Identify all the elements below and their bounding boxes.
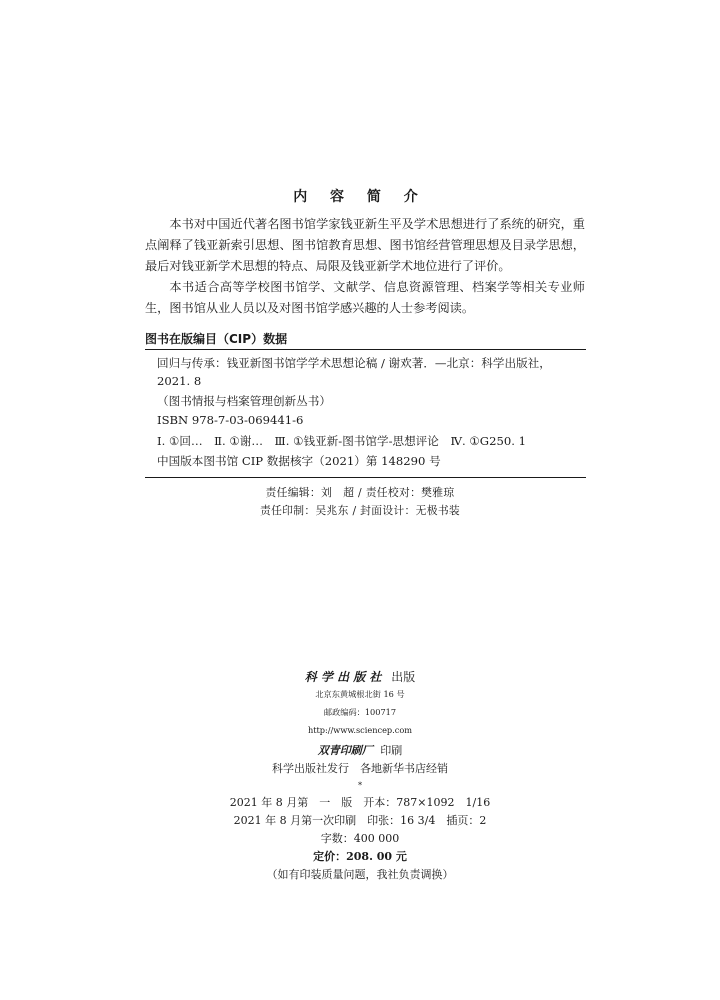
publisher-address: 北京东黄城根北街 16 号 (315, 689, 405, 699)
cip-heading: 图书在版编目（CIP）数据 (145, 332, 288, 346)
publisher-website: http://www.sciencep.com (307, 725, 413, 735)
summary-paragraph-1: 本书对中国近代著名图书馆学家钱亚新生平及学术思想进行了系统的研究，重点阐释了钱亚新索引思想、图书馆教育思想、图书馆经营管理思想及目录学思想，最后对钱亚新学术思想的特点、局限及钱亚新学术地位进行了评价。 (145, 217, 585, 273)
printer-name: 双青印刷厂 (317, 744, 373, 757)
publisher-postcode: 邮政编码：100717 (323, 707, 397, 717)
cip-record-number: 中国版本图书馆 CIP 数据核字（2021）第 148290 号 (157, 454, 441, 468)
publisher-name: 科 学 出 版 社 (304, 670, 382, 684)
quality-notice: （如有印装质量问题，我社负责调换） (266, 868, 454, 881)
summary-title: 内 容 简 介 (293, 189, 427, 205)
staff-production-line: 责任印制：吴兆东 / 封面设计：无极书装 (259, 504, 461, 517)
word-count: 字数：400 000 (320, 832, 400, 845)
price: 定价：208. 00 元 (313, 850, 407, 863)
distribution-line: 科学出版社发行 各地新华书店经销 (272, 762, 448, 775)
cip-bottom-rule (145, 477, 586, 478)
cip-series-line: （图书情报与档案管理创新丛书） (157, 394, 331, 408)
printer-suffix: 印刷 (380, 744, 403, 757)
cip-top-rule (145, 349, 586, 350)
cip-date-line: 2021. 8 (157, 374, 202, 388)
printer-line (0, 742, 720, 758)
staff-editors-line: 责任编辑：刘 超 / 责任校对：樊雅琼 (265, 486, 455, 499)
printing-line: 2021 年 8 月第一次印刷 印张：16 3/4 插页：2 (233, 814, 487, 827)
cip-isbn-line: ISBN 978-7-03-069441-6 (157, 413, 304, 427)
edition-line: 2021 年 8 月第 一 版 开本：787×1092 1/16 (229, 796, 491, 809)
summary-paragraph-2: 本书适合高等学校图书馆学、文献学、信息资源管理、档案学等相关专业师生，图书馆从业人员以及对图书馆学感兴趣的人士参考阅读。 (145, 280, 585, 315)
publisher-suffix: 出版 (391, 670, 416, 684)
summary-body (145, 214, 585, 319)
cip-classification-line: Ⅰ. ①回… Ⅱ. ①谢… Ⅲ. ①钱亚新-图书馆学-思想评论 Ⅳ. ①G250. 1 (157, 434, 526, 448)
cip-title-line: 回归与传承：钱亚新图书馆学学术思想论稿 / 谢欢著．—北京：科学出版社， (157, 356, 551, 370)
publisher-line (0, 668, 720, 685)
separator-star: * (357, 780, 363, 790)
